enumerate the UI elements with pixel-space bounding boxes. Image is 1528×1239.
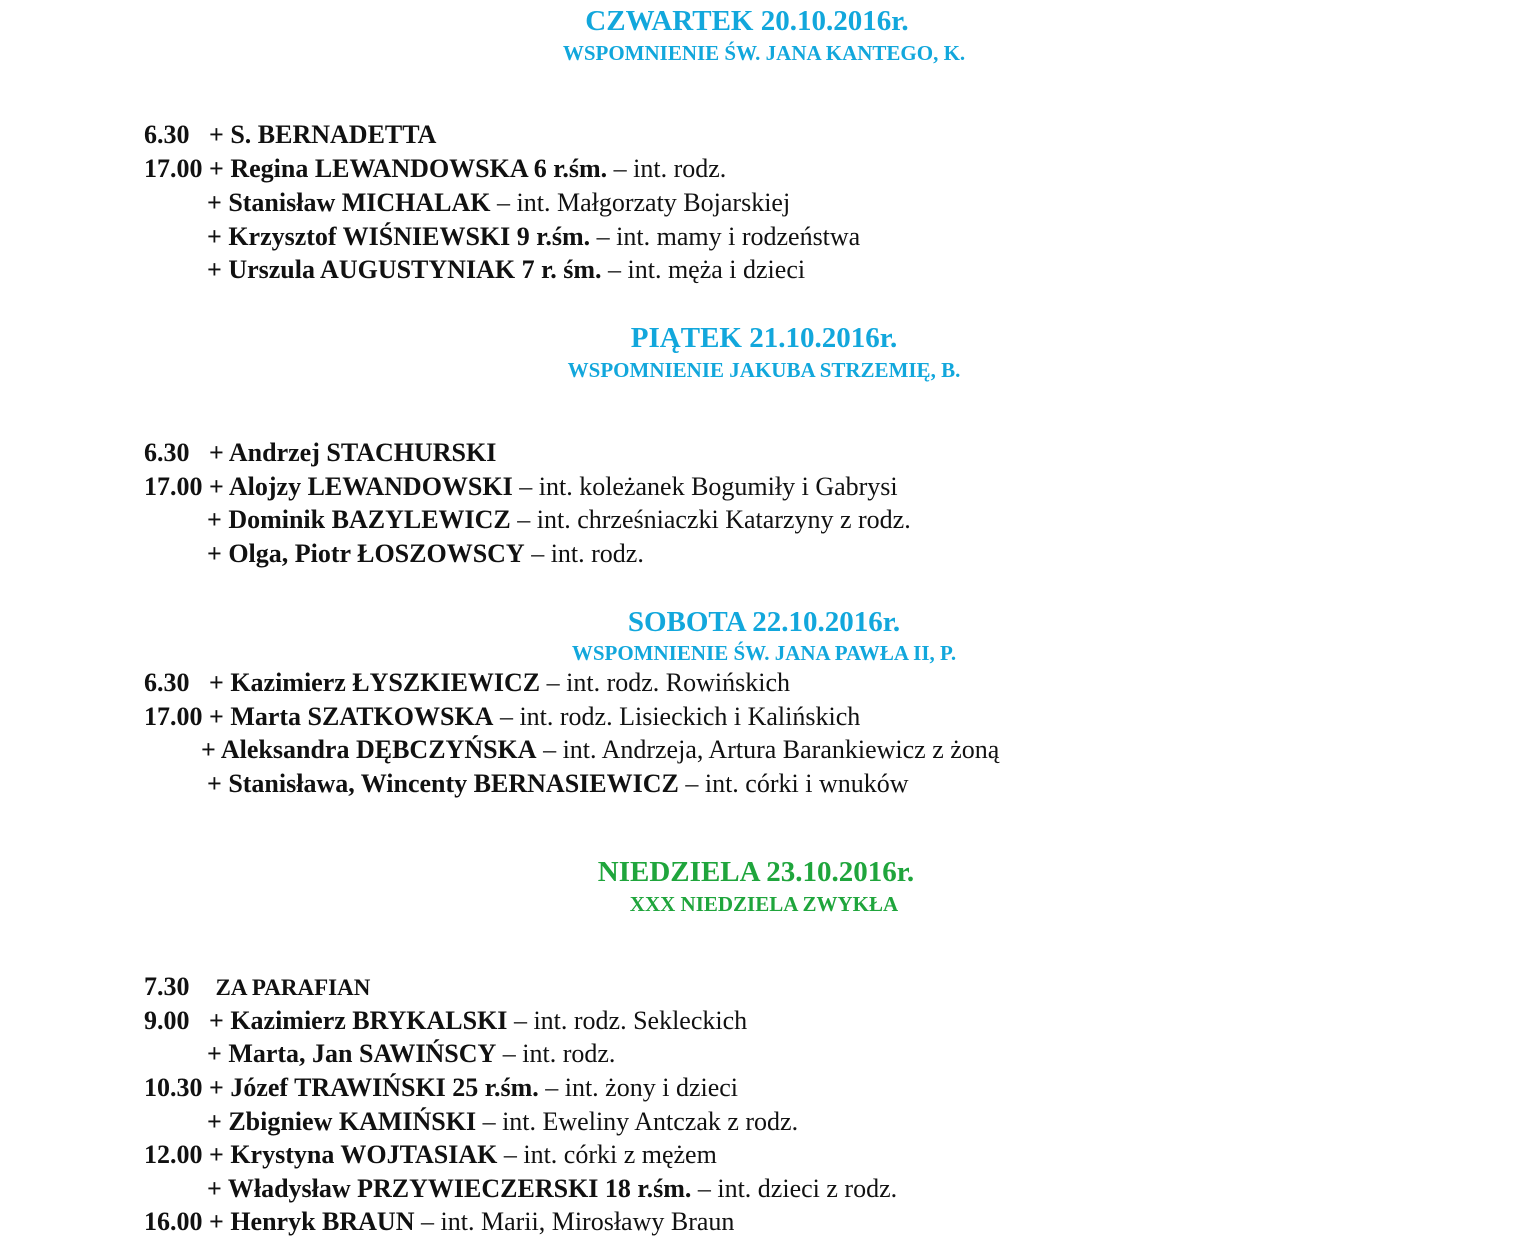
- entry-thu-5: [207, 253, 805, 286]
- entry-thu-3: [207, 186, 790, 219]
- entry-time: 7.30: [144, 972, 190, 1001]
- entry-name: + Władysław PRZYWIECZERSKI 18 r.śm.: [207, 1174, 692, 1203]
- entry-time: 6.30: [144, 668, 190, 697]
- entry-time: 12.00: [144, 1140, 203, 1169]
- entry-name: + Zbigniew KAMIŃSKI: [207, 1107, 477, 1136]
- entry-fri-1: [144, 436, 496, 469]
- entry-fri-2: [144, 470, 898, 503]
- day-subtitle-thursday: WSPOMNIENIE ŚW. JANA KANTEGO, K.: [562, 41, 966, 65]
- entry-name: + S. BERNADETTA: [209, 120, 437, 149]
- entry-thu-1: [144, 118, 436, 151]
- entry-name: + Urszula AUGUSTYNIAK 7 r. śm.: [207, 255, 602, 284]
- entry-name: + Krzysztof WIŚNIEWSKI 9 r.śm.: [207, 222, 591, 251]
- entry-intent: – int. Andrzeja, Artura Barankiewicz z żoną: [536, 735, 1000, 764]
- entry-intent: – int. rodz. Rowińskich: [540, 668, 791, 697]
- entry-name: + Aleksandra DĘBCZYŃSKA: [201, 735, 537, 764]
- entry-sun-4: [144, 1071, 738, 1104]
- entry-time: 17.00: [144, 154, 203, 183]
- entry-sun-6: [144, 1138, 717, 1171]
- entry-sun-1: [144, 970, 370, 1004]
- entry-intent: – int. koleżanek Bogumiły i Gabrysi: [512, 472, 898, 501]
- entry-sat-2: [144, 700, 860, 733]
- day-subtitle-sunday: XXX NIEDZIELA ZWYKŁA: [629, 892, 899, 916]
- day-subtitle-friday: WSPOMNIENIE JAKUBA STRZEMIĘ, B.: [567, 358, 961, 382]
- entry-name: + Stanisław MICHALAK: [207, 188, 491, 217]
- entry-name: ZA PARAFIAN: [215, 975, 371, 1000]
- entry-sun-8: [144, 1205, 734, 1238]
- entry-thu-2: [144, 152, 726, 185]
- entry-intent: – int. córki i wnuków: [678, 769, 909, 798]
- entry-intent: – int. żony i dzieci: [538, 1073, 739, 1102]
- day-title-friday: PIĄTEK 21.10.2016r.: [630, 322, 898, 354]
- day-subtitle-saturday: WSPOMNIENIE ŚW. JANA PAWŁA II, P.: [571, 641, 957, 665]
- entry-sat-1: [144, 666, 790, 699]
- entry-intent: – int. rodz.: [607, 154, 727, 183]
- entry-intent: – int. rodz.: [524, 539, 644, 568]
- entry-time: 16.00: [144, 1207, 203, 1236]
- entry-intent: – int. dzieci z rodz.: [691, 1174, 898, 1203]
- entry-time: 10.30: [144, 1073, 203, 1102]
- entry-intent: – int. córki z mężem: [497, 1140, 717, 1169]
- entry-thu-4: [207, 220, 860, 253]
- entry-name: + Marta, Jan SAWIŃSCY: [207, 1039, 497, 1068]
- entry-intent: – int. Marii, Mirosławy Braun: [414, 1207, 735, 1236]
- entry-fri-3: [207, 503, 911, 536]
- entry-time: 17.00: [144, 472, 203, 501]
- entry-intent: – int. Eweliny Antczak z rodz.: [476, 1107, 799, 1136]
- entry-intent: – int. rodz. Sekleckich: [507, 1006, 748, 1035]
- entry-name: + Dominik BAZYLEWICZ: [207, 505, 511, 534]
- entry-name: + Stanisława, Wincenty BERNASIEWICZ: [207, 769, 679, 798]
- entry-name: + Andrzej STACHURSKI: [209, 438, 497, 467]
- entry-sun-2: [144, 1004, 747, 1037]
- entry-intent: – int. rodz.: [496, 1039, 616, 1068]
- entry-name: + Marta SZATKOWSKA: [209, 702, 494, 731]
- entry-time: 17.00: [144, 702, 203, 731]
- entry-intent: – int. mamy i rodzeństwa: [590, 222, 861, 251]
- entry-time: 9.00: [144, 1006, 190, 1035]
- entry-name: + Kazimierz BRYKALSKI: [209, 1006, 508, 1035]
- entry-sun-5: [207, 1105, 798, 1138]
- entry-time: 6.30: [144, 120, 190, 149]
- entry-intent: – int. chrześniaczki Katarzyny z rodz.: [510, 505, 911, 534]
- entry-sat-3: [201, 733, 999, 766]
- entry-name: + Regina LEWANDOWSKA 6 r.śm.: [209, 154, 608, 183]
- entry-sun-7: [207, 1172, 897, 1205]
- entry-intent: – int. Małgorzaty Bojarskiej: [490, 188, 791, 217]
- day-title-sunday: NIEDZIELA 23.10.2016r.: [597, 856, 915, 888]
- entry-name: + Kazimierz ŁYSZKIEWICZ: [209, 668, 541, 697]
- day-title-thursday: CZWARTEK 20.10.2016r.: [585, 5, 909, 37]
- entry-intent: – int. rodz. Lisieckich i Kalińskich: [493, 702, 861, 731]
- entry-fri-4: [207, 537, 644, 570]
- day-title-saturday: SOBOTA 22.10.2016r.: [627, 606, 901, 638]
- entry-sun-3: [207, 1037, 615, 1070]
- entry-name: + Olga, Piotr ŁOSZOWSCY: [207, 539, 525, 568]
- entry-name: + Alojzy LEWANDOWSKI: [209, 472, 513, 501]
- entry-time: 6.30: [144, 438, 190, 467]
- entry-name: + Krystyna WOJTASIAK: [209, 1140, 498, 1169]
- entry-name: + Henryk BRAUN: [209, 1207, 415, 1236]
- entry-intent: – int. męża i dzieci: [601, 255, 806, 284]
- entry-name: + Józef TRAWIŃSKI 25 r.śm.: [209, 1073, 539, 1102]
- entry-sat-4: [207, 767, 909, 800]
